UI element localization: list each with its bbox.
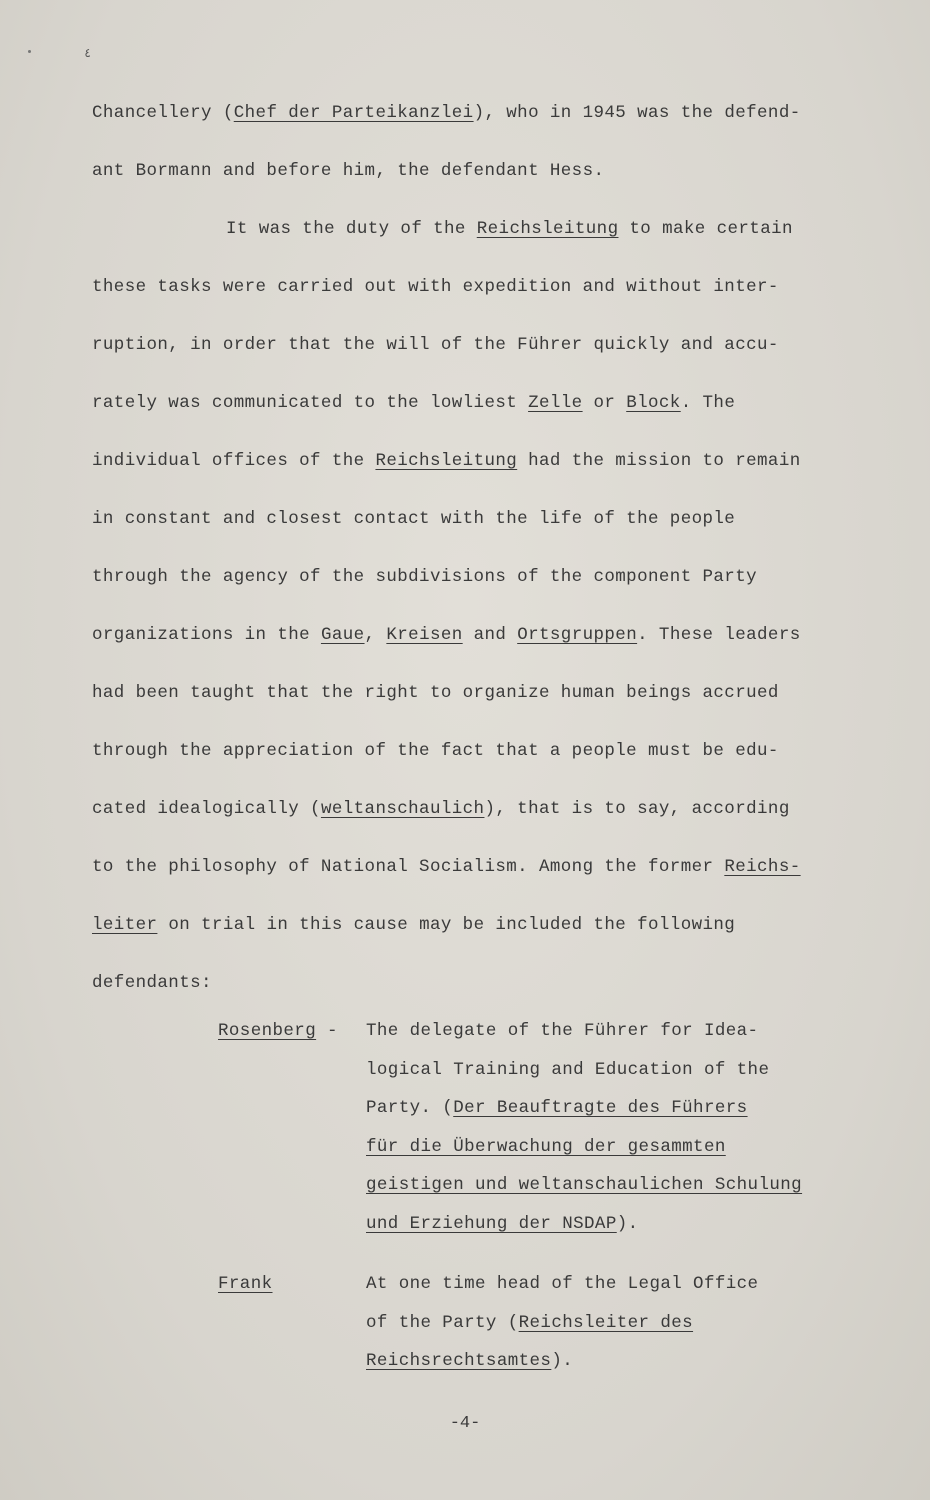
text-line: defendants:	[92, 973, 212, 993]
defendant-name: Frank	[218, 1274, 273, 1294]
text-line: cated idealogically (weltanschaulich), that is to say, according	[92, 799, 790, 819]
desc-line: geistigen und weltanschaulichen Schulung	[366, 1175, 803, 1195]
desc-line: of the Party (Reichsleiter des	[366, 1312, 694, 1333]
text-line: to the philosophy of National Socialism. Among the former Reichs-	[92, 857, 801, 877]
text-line: through the agency of the subdivisions of the component Party	[92, 567, 758, 587]
text-line: these tasks were carried out with expedition and without inter-	[92, 277, 779, 297]
desc-line: Party. (Der Beauftragte des Führers	[366, 1098, 748, 1118]
text-line: through the appreciation of the fact that a people must be edu-	[92, 741, 779, 761]
paper-speck	[28, 50, 31, 53]
desc-line: für die Überwachung der gesammten	[366, 1136, 726, 1157]
defendant-list	[218, 1012, 858, 1403]
desc-line: logical Training and Education of the	[366, 1059, 770, 1080]
text-line: ant Bormann and before him, the defendant Hess.	[92, 161, 605, 181]
text-line: leiter on trial in this cause may be included the following	[92, 915, 736, 935]
desc-line: Reichsrechtsamtes).	[366, 1351, 574, 1371]
desc-line: The delegate of the Führer for Idea-	[366, 1021, 759, 1041]
text-line: had been taught that the right to organize human beings accrued	[92, 683, 779, 703]
defendant-entry-rosenberg	[218, 1012, 858, 1243]
corner-mark: ٤	[84, 47, 92, 61]
text-line: Chancellery (Chef der Parteikanzlei), who in 1945 was the defend-	[92, 103, 801, 123]
text-line: It was the duty of the Reichsleitung to make certain	[226, 219, 793, 239]
desc-line: At one time head of the Legal Office	[366, 1274, 759, 1294]
text-line: in constant and closest contact with the life of the people	[92, 509, 736, 529]
page-number: -4-	[449, 1414, 481, 1433]
defendant-description	[366, 1012, 802, 1243]
defendant-name: Rosenberg -	[218, 1021, 338, 1041]
text-line: individual offices of the Reichsleitung had the mission to remain	[92, 451, 801, 471]
defendant-entry-frank	[218, 1265, 858, 1381]
body-text	[92, 84, 872, 1012]
text-line: organizations in the Gaue, Kreisen and Ortsgruppen. These leaders	[92, 625, 801, 645]
text-line: rately was communicated to the lowliest Zelle or Block. The	[92, 393, 736, 413]
text-line: ruption, in order that the will of the Führer quickly and accu-	[92, 335, 779, 355]
desc-line: und Erziehung der NSDAP).	[366, 1213, 639, 1234]
defendant-description	[366, 1265, 758, 1381]
